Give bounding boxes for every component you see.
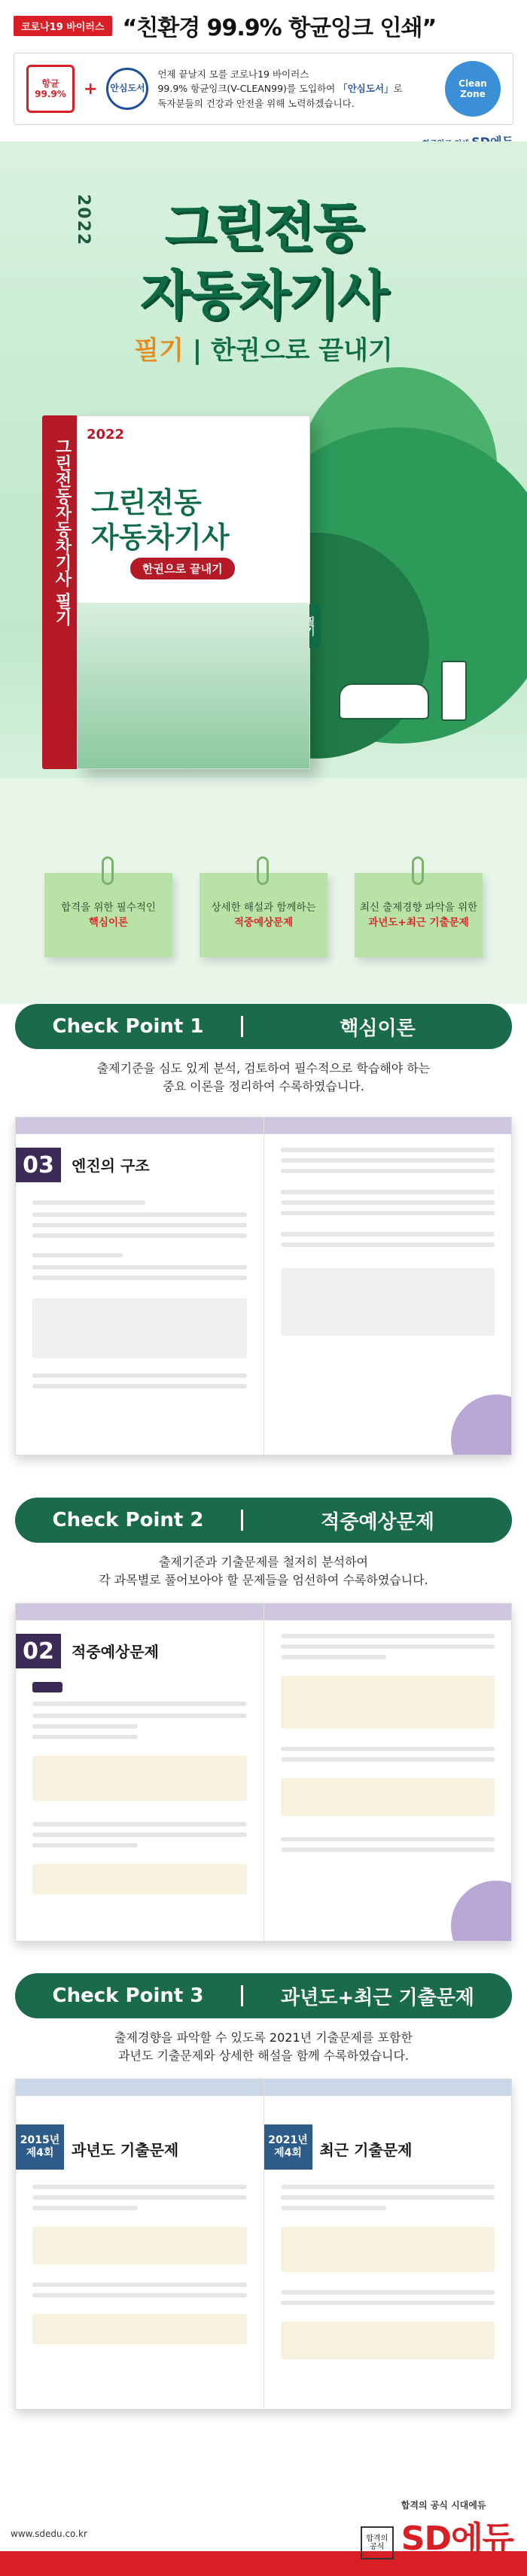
sample-page-left bbox=[16, 1604, 264, 1941]
charging-station-icon bbox=[441, 661, 467, 721]
book-spine: 그린전동자동차기사 필기 bbox=[42, 415, 77, 769]
book-illustration bbox=[78, 603, 309, 768]
check-point-description: 출제기준을 심도 있게 분석, 검토하여 필수적으로 학습해야 하는 중요 이론을 정리하여 수록하였습니다. bbox=[96, 1061, 431, 1093]
feature-notes bbox=[0, 838, 527, 1004]
check-point-1 bbox=[0, 1004, 527, 1498]
check-point-3 bbox=[0, 1973, 527, 2438]
book-title-line1: 그린전동 bbox=[91, 486, 202, 519]
sample-page-spread bbox=[15, 1117, 512, 1455]
footer-brand: SD에듀 bbox=[401, 2520, 513, 2558]
book-title-line2: 자동차기사 bbox=[91, 521, 230, 554]
explanation-box bbox=[32, 2314, 247, 2344]
plus-icon: + bbox=[84, 79, 98, 99]
seal-icon: 합격의 공식 bbox=[361, 2526, 394, 2559]
figure-placeholder bbox=[32, 1298, 247, 1358]
exam-year-tag: 2015년 제4회 bbox=[16, 2124, 64, 2170]
safe-book-badge-icon: 안심 도서 bbox=[106, 68, 148, 110]
banner-headline: “친환경 99.9% 항균잉크 인쇄” bbox=[122, 15, 437, 41]
explanation-box bbox=[281, 1676, 495, 1729]
antibacterial-badge-icon: 항균 99.9% bbox=[26, 65, 75, 113]
sample-page-spread bbox=[15, 2079, 512, 2410]
check-point-description: 출제기준과 기출문제를 철저히 분석하여 각 과목별로 풀어보아야 할 문제들을 엄선하여 수록하였습니다. bbox=[99, 1555, 428, 1587]
sample-page-right bbox=[264, 2079, 512, 2409]
sample-page-right bbox=[264, 1604, 512, 1941]
hero-subtitle: 필기 | 한권으로 끝내기 bbox=[134, 336, 393, 366]
ground-shape bbox=[0, 778, 527, 838]
chapter-title: 적중예상문제 bbox=[72, 1643, 159, 1661]
footer-slogan: 합격의 공식 시대에듀 bbox=[401, 2500, 486, 2511]
banner-tag: 코로나19 바이러스 bbox=[14, 16, 112, 36]
feature-note: 최신 출제경향 파악을 위한 과년도+최근 기출문제 bbox=[355, 873, 483, 957]
explanation-box bbox=[32, 1756, 247, 1801]
explanation-box bbox=[281, 2322, 495, 2359]
check-point-header: Check Point 2 적중예상문제 bbox=[15, 1498, 512, 1543]
sd-edu-logo bbox=[361, 2498, 513, 2559]
hero-title-line2: 자동차기사 bbox=[139, 264, 388, 326]
feature-note: 상세한 해설과 함께하는 적중예상문제 bbox=[200, 873, 327, 957]
book-cover bbox=[42, 390, 336, 774]
clean-zone-icon: Clean Zone bbox=[445, 61, 501, 117]
banner-card-text: 언제 끝날지 모를 코로나19 바이러스 99.9% 항균잉크(V-CLEAN99)를 도입하여 「안심도서」로 독자분들의 건강과 안전을 위해 노력하겠습니다. bbox=[157, 68, 403, 109]
hero-title-line1: 그린전동 bbox=[164, 196, 363, 258]
explanation-box bbox=[281, 2227, 495, 2272]
exam-year-tag: 2021년 제4회 bbox=[264, 2124, 312, 2170]
book-year: 2022 bbox=[87, 427, 125, 443]
book-subtitle: 한권으로 끝내기 bbox=[130, 558, 235, 579]
book-front bbox=[77, 415, 310, 769]
banner-topline bbox=[14, 9, 513, 42]
banner-card bbox=[14, 53, 513, 125]
paperclip-icon bbox=[102, 856, 114, 885]
feature-note: 합격을 위한 필수적인 핵심이론 bbox=[44, 873, 172, 957]
antibacterial-banner bbox=[0, 0, 527, 141]
sample-page-left bbox=[16, 2079, 264, 2409]
chapter-number: 03 bbox=[16, 1148, 61, 1182]
figure-placeholder bbox=[281, 1268, 495, 1336]
paperclip-icon bbox=[257, 856, 269, 885]
explanation-box bbox=[32, 1864, 247, 1894]
exam-title: 최근 기출문제 bbox=[319, 2141, 413, 2159]
hero-section bbox=[0, 141, 527, 838]
chapter-title: 엔진의 구조 bbox=[72, 1157, 150, 1175]
electric-car-icon bbox=[339, 683, 429, 719]
website-link[interactable]: www.sdedu.co.kr bbox=[11, 2529, 87, 2539]
check-point-header: Check Point 3 과년도+최근 기출문제 bbox=[15, 1973, 512, 2018]
paperclip-icon bbox=[412, 856, 424, 885]
sample-page-spread bbox=[15, 1603, 512, 1942]
check-point-description: 출제경향을 파악할 수 있도록 2021년 기출문제를 포함한 과년도 기출문제와 상세한 해설을 함께 수록하였습니다. bbox=[114, 2030, 413, 2063]
chapter-number: 02 bbox=[16, 1634, 61, 1668]
footer bbox=[0, 2438, 527, 2576]
explanation-box bbox=[32, 2227, 247, 2264]
hero-year: 2022 bbox=[74, 194, 93, 247]
explanation-box bbox=[281, 1778, 495, 1816]
check-point-header: Check Point 1 핵심이론 bbox=[15, 1004, 512, 1049]
check-point-2 bbox=[0, 1498, 527, 1973]
sample-page-left bbox=[16, 1118, 264, 1455]
sample-page-right bbox=[264, 1118, 512, 1455]
exam-title: 과년도 기출문제 bbox=[72, 2141, 179, 2159]
